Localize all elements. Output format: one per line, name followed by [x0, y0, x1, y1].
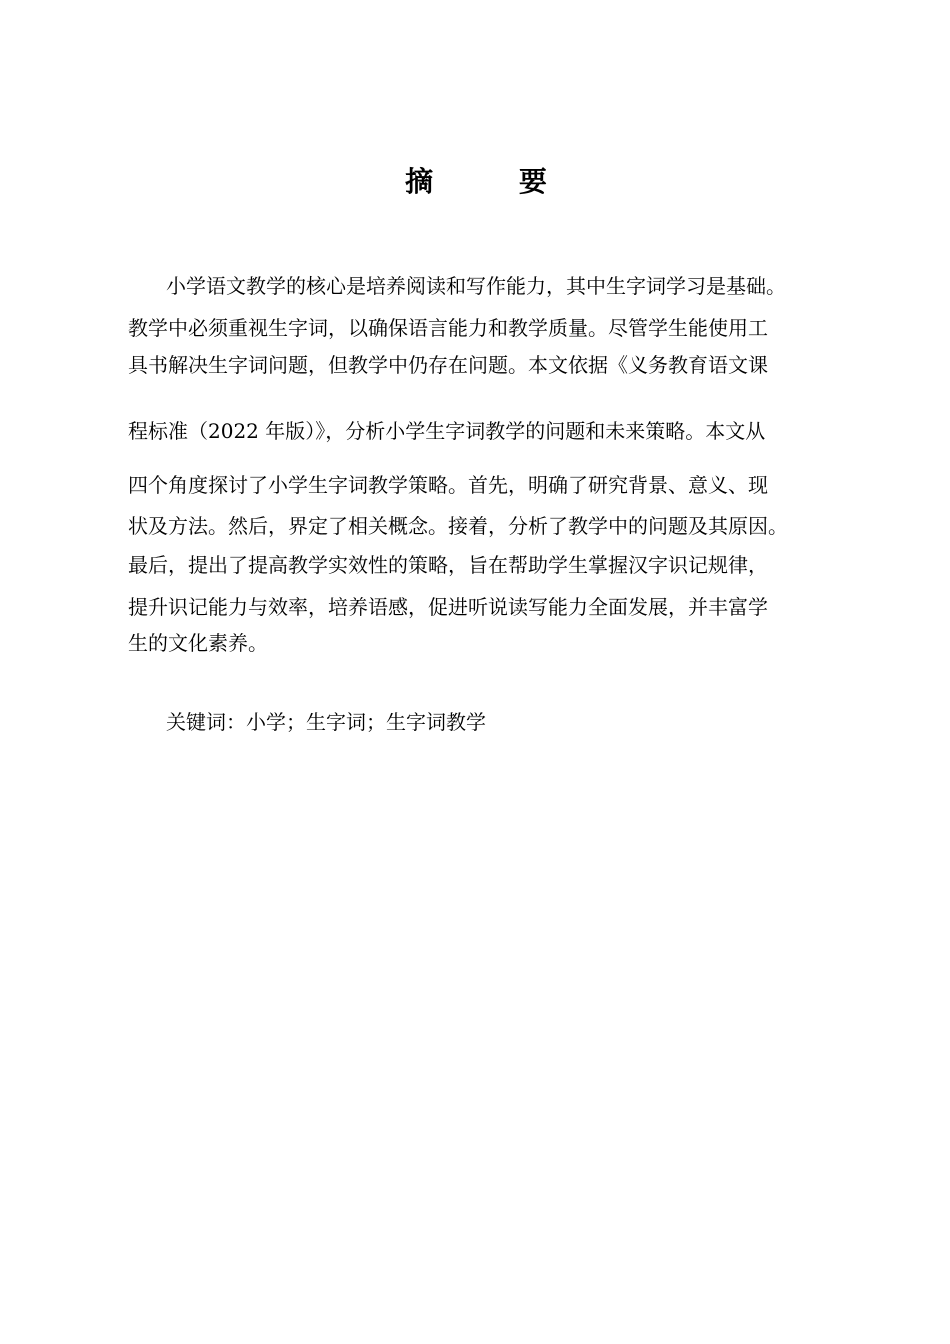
abstract-line-5: 四个角度探讨了小学生字词教学策略。首先，明确了研究背景、意义、现 — [128, 473, 768, 497]
abstract-title: 摘 要 — [405, 165, 585, 198]
abstract-line-7: 最后，提出了提高教学实效性的策略，旨在帮助学生掌握汉字识记规律， — [128, 553, 768, 577]
abstract-line-8: 提升识记能力与效率，培养语感，促进听说读写能力全面发展，并丰富学 — [128, 595, 768, 619]
abstract-line-3: 具书解决生字词问题，但教学中仍存在问题。本文依据《义务教育语文课 — [128, 353, 768, 377]
abstract-line-2: 教学中必须重视生字词，以确保语言能力和教学质量。尽管学生能使用工 — [128, 316, 768, 340]
abstract-line-9: 生的文化素养。 — [128, 631, 268, 655]
keywords-label: 关键词： — [166, 710, 246, 734]
abstract-line-6: 状及方法。然后，界定了相关概念。接着，分析了教学中的问题及其原因。 — [128, 514, 788, 538]
keywords-value: 小学；生字词；生字词教学 — [246, 710, 486, 734]
abstract-line-1: 小学语文教学的核心是培养阅读和写作能力，其中生字词学习是基础。 — [166, 274, 786, 298]
abstract-line-4: 程标准（2022 年版）》，分析小学生字词教学的问题和未来策略。本文从 — [128, 419, 766, 443]
keywords-line — [166, 710, 486, 734]
